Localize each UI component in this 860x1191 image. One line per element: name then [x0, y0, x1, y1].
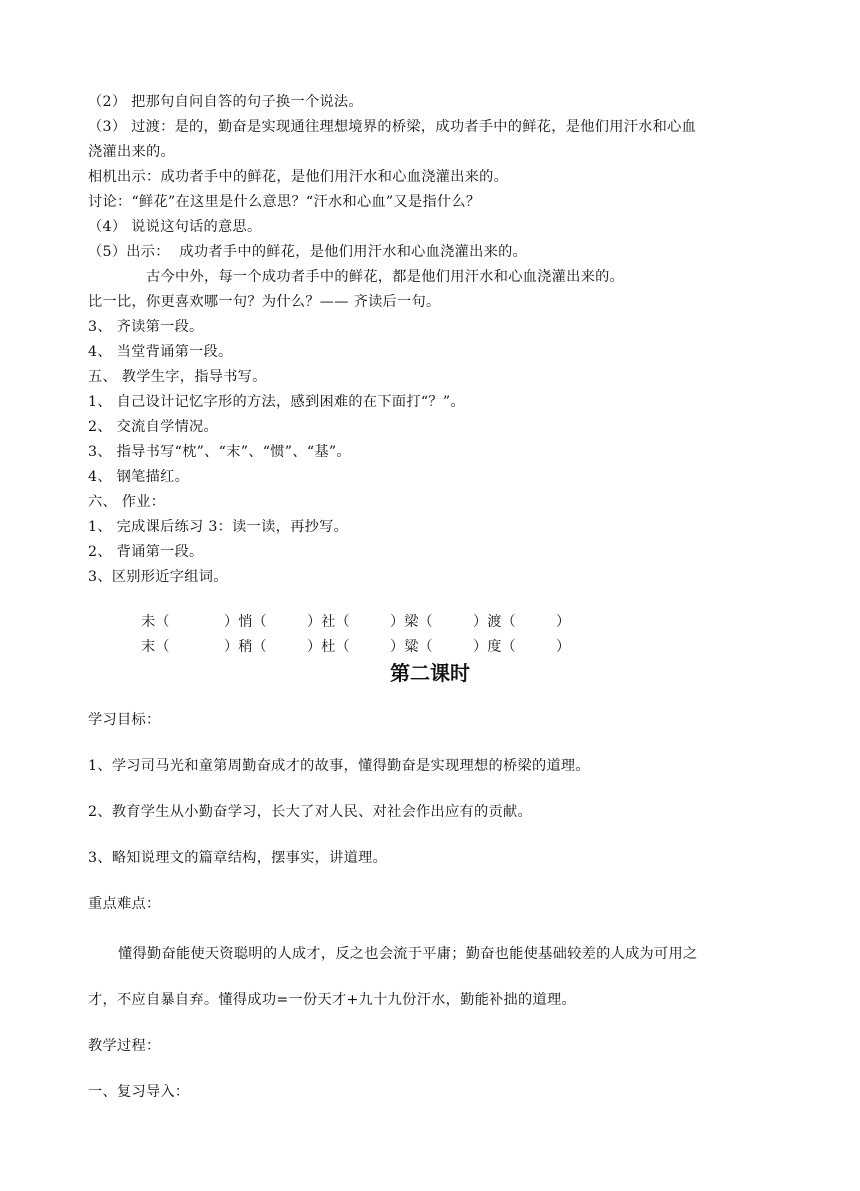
section-heading: 五、 教学生字，指导书写。 — [88, 369, 267, 385]
text-line: 1、 完成课后练习 3：读一读，再抄写。 — [88, 519, 349, 535]
text-line: 2、 交流自学情况。 — [88, 419, 219, 435]
grid-cell: ）社（ — [307, 614, 350, 630]
text-line: 1、 自己设计记忆字形的方法，感到困难的在下面打“？”。 — [88, 394, 465, 410]
text-line: （3） 过渡：是的，勤奋是实现通往理想境界的桥梁，成功者手中的鲜花，是他们用汗水和心血 — [88, 119, 697, 135]
text-line: 3、 指导书写“枕”、“末”、“惯”、“基”。 — [88, 444, 351, 460]
text-line: （2） 把那句自问自答的句子换一个说法。 — [88, 94, 363, 110]
text-line: 古今中外，每一个成功者手中的鲜花，都是他们用汗水和心血浇灌出来的。 — [146, 269, 625, 285]
grid-cell: ） — [556, 639, 571, 655]
text-line: 学习目标： — [88, 712, 161, 728]
char-grid-row-2 — [132, 617, 639, 657]
text-line: 4、 钢笔描红。 — [88, 469, 190, 485]
grid-cell: ）梁（ — [390, 614, 433, 630]
grid-cell: ）杜（ — [307, 639, 350, 655]
text-line: 重点难点： — [88, 896, 161, 912]
text-line: 2、 背诵第一段。 — [88, 544, 204, 560]
text-line: 3、略知说理文的篇章结构，摆事实，讲道理。 — [88, 850, 388, 866]
grid-cell: ）稍（ — [224, 639, 267, 655]
text-line: 讨论：“鲜花”在这里是什么意思？“汗水和心血”又是指什么？ — [88, 194, 481, 210]
text-line: 3、 齐读第一段。 — [88, 319, 204, 335]
grid-cell: 未（ — [141, 614, 170, 630]
text-line: 4、 当堂背诵第一段。 — [88, 344, 233, 360]
text-line: 一、复习导入： — [88, 1084, 190, 1100]
text-line: 懂得勤奋能使天资聪明的人成才，反之也会流于平庸；勤奋也能使基础较差的人成为可用之 — [118, 946, 698, 962]
text-line: （5）出示： 成功者手中的鲜花，是他们用汗水和心血浇灌出来的。 — [88, 244, 528, 260]
text-line: 浇灌出来的。 — [88, 144, 175, 160]
grid-cell: ）悄（ — [224, 614, 267, 630]
text-line: 相机出示：成功者手中的鲜花，是他们用汗水和心血浇灌出来的。 — [88, 169, 509, 185]
text-line: （4） 说说这句话的意思。 — [88, 219, 262, 235]
section-heading: 六、 作业： — [88, 494, 166, 510]
section-title: 第二课时 — [390, 661, 470, 685]
text-line: 比一比，你更喜欢哪一句？为什么？—— 齐读后一句。 — [88, 294, 441, 310]
grid-cell: ）度（ — [473, 639, 516, 655]
grid-cell: 末（ — [141, 639, 170, 655]
grid-cell: ）粱（ — [390, 639, 433, 655]
text-line: 才，不应自暴自弃。懂得成功=一份天才+九十九份汗水，勤能补拙的道理。 — [88, 992, 576, 1008]
text-line: 教学过程： — [88, 1038, 161, 1054]
grid-cell: ）渡（ — [473, 614, 516, 630]
text-line: 3、区别形近字组词。 — [88, 569, 228, 585]
text-line: 1、学习司马光和童第周勤奋成才的故事，懂得勤奋是实现理想的桥梁的道理。 — [88, 758, 590, 774]
text-line: 2、教育学生从小勤奋学习，长大了对人民、对社会作出应有的贡献。 — [88, 804, 532, 820]
grid-cell: ） — [556, 614, 571, 630]
